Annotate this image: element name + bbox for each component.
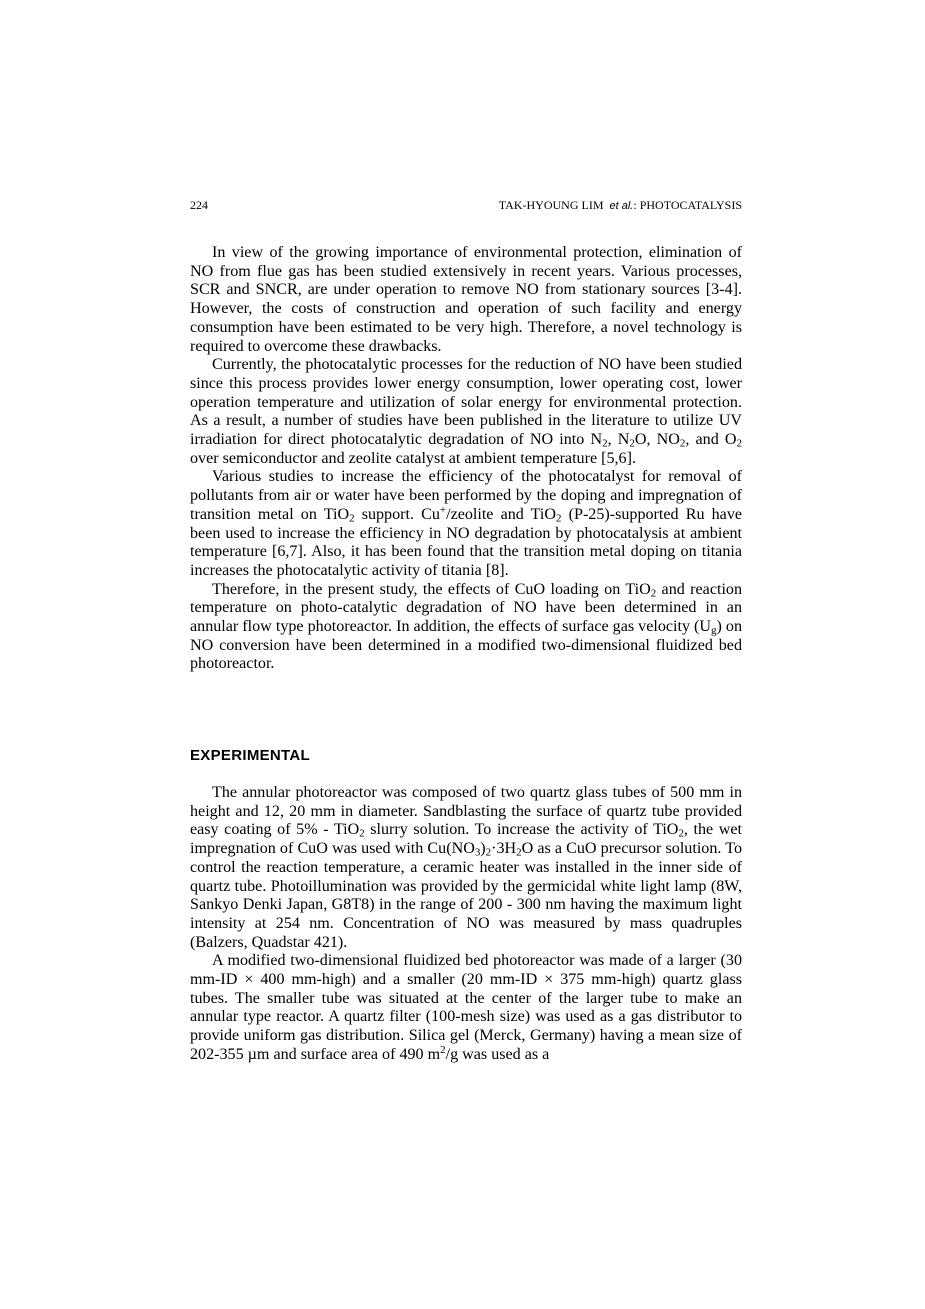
experimental-paragraph-1: The annular photoreactor was composed of two quartz glass tubes of 500 mm in height and 12, 20 mm in diameter. Sandblasting the surface of quartz tube provided easy coating of 5% - TiO$_2$ slurry solution. To increase the activity of TiO$_2$, the wet impregnation of CuO was used with $Cu(NO_3)_2\cdot 3H_2O$ as a CuO precursor solution. To control the reaction temperature, a ceramic heater was installed in the inner side of quartz tube. Photoillumination was provided by the germicidal white light lamp (8W, Sankyo Denki Japan, G8T8) in the range of 200 - 300 nm having the maximum light intensity at 254 nm. Concentration of NO was measured by mass quadruples (Balzers, Quadstar 421). [190,784,743,951]
intro-paragraph-2: Currently, the photocatalytic processes for the reduction of NO have been studied since this process provides lower energy consumption, lower operating cost, lower operation temperature and utilization of solar energy for environmental protection. As a result, a number of studies have been published in the literature to utilize UV irradiation for direct photocatalytic degradation of NO into $N_2$, $N_2O$, $NO_2$, and $O_2$ over semiconductor and zeolite catalyst at ambient temperature [5,6]. [190,356,742,467]
running-title-authors: TAK-HYOUNG LIM [498,198,604,212]
experimental-paragraph-2: A modified two-dimensional fluidized bed photoreactor was made of a larger (30 mm-ID × 400 mm-high) and a smaller (20 mm-ID × 375 mm-high) quartz glass tubes. The smaller tube was situated at the center of the larger tube to make an annular type reactor. A quartz filter (100-mesh size) was used as a gas distributor to provide uniform gas distribution. Silica gel (Merck, Germany) having a mean size of 202-355 µm and surface area of 490 $m^2/g$ was used as a [190,952,742,1063]
running-header [190,198,742,213]
running-title-topic: : PHOTOCATALYSIS [633,198,742,212]
running-title-et-al: et al. [609,200,634,212]
intro-paragraph-1: In view of the growing importance of environmental protection, elimination of NO from flue gas has been studied extensively in recent years. Various processes, SCR and SNCR, are under operation to remove NO from stationary sources [3-4]. However, the costs of construction and operation of such facility and energy consumption have been estimated to be very high. Therefore, a novel technology is required to overcome these drawbacks. [190,244,742,355]
introduction-section [190,244,742,674]
section-heading-experimental: EXPERIMENTAL [190,747,310,764]
page-number: 224 [190,198,208,212]
intro-paragraph-3: Various studies to increase the efficiency of the photocatalyst for removal of pollutants from air or water have been performed by the doping and impregnation of transition metal on TiO$_2$ support. Cu+/zeolite and TiO$_2$ (P-25)-supported Ru have been used to increase the efficiency in NO degradation by photocatalysis at ambient temperature [6,7]. Also, it has been found that the transition metal doping on titania increases the photocatalytic activity of titania [8]. [190,468,743,579]
intro-paragraph-4: Therefore, in the present study, the effects of CuO loading on TiO$_2$ and reaction temperature on photo-catalytic degradation of NO have been determined in an annular flow type photoreactor. In addition, the effects of surface gas velocity $(U_g)$ on NO conversion have been determined in a modified two-dimensional fluidized bed photoreactor. [190,580,743,673]
running-title [499,198,742,213]
experimental-section [190,784,742,1065]
